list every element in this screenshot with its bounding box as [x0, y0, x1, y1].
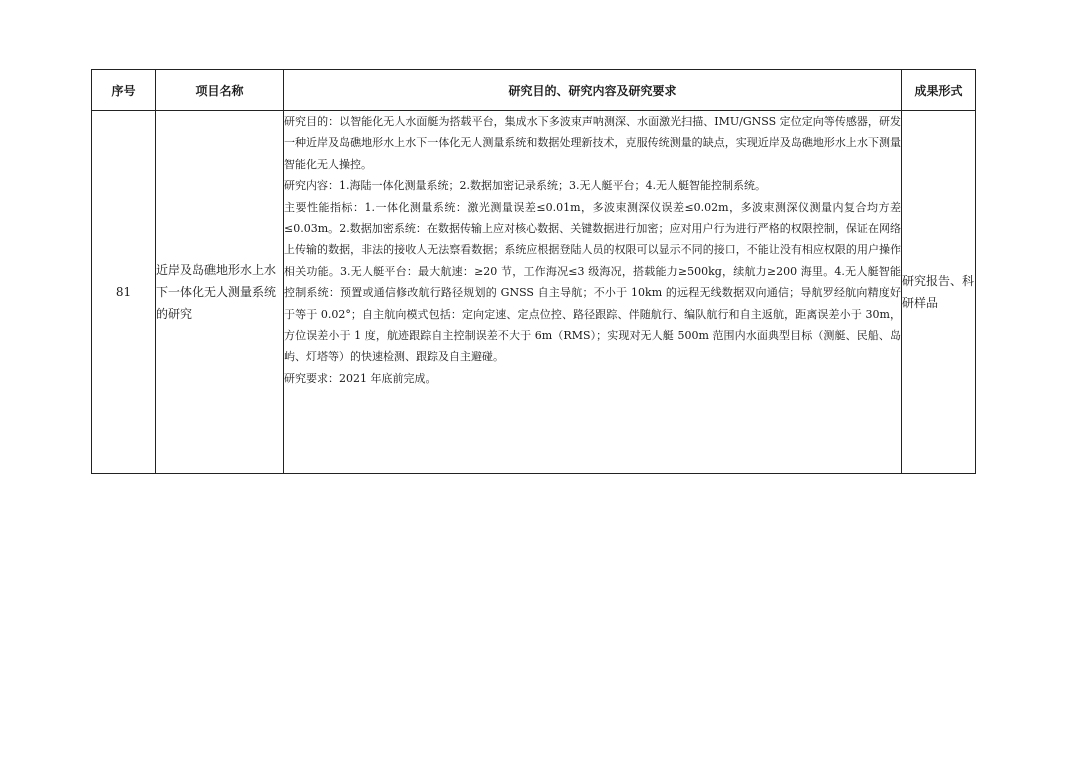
project-name-cell: 近岸及岛礁地形水上水下一体化无人测量系统的研究	[156, 111, 284, 474]
header-research-content: 研究目的、研究内容及研究要求	[284, 70, 902, 111]
project-table	[91, 69, 976, 474]
deliverable-form-cell: 研究报告、科研样品	[902, 111, 976, 474]
table-body	[92, 111, 976, 474]
performance-indicators-paragraph: 主要性能指标：1.一体化测量系统：激光测量误差≤0.01m，多波束测深仪误差≤0.02m，多波束测深仪测量内复合均方差≤0.03m。2.数据加密系统：在数据传输上应对核心数据、关键数据进行加密；应对用户行为进行严格的权限控制，保证在网络上传输的数据，非法的接收人无法察看数据；系统应根据登陆人员的权限可以显示不同的接口，不能让没有相应权限的用户操作相关功能。3.无人艇平台：最大航速：≥20 节，工作海况≤3 级海况，搭载能力≥500kg，续航力≥200 海里。4.无人艇智能控制系统：预置或通信修改航行路径规划的 GNSS 自主导航；不小于 10km 的远程无线数据双向通信；导航罗经航向精度好于等于 0.02°；自主航向模式包括：定向定速、定点位控、路径跟踪、伴随航行、编队航行和自主返航，距离误差小于 30m，方位误差小于 1 度，航迹跟踪自主控制误差不大于 6m（RMS）；实现对无人艇 500m 范围内水面典型目标（测艇、民船、岛屿、灯塔等）的快速检测、跟踪及自主避碰。	[284, 200, 901, 364]
table-header	[92, 70, 976, 111]
table-row	[92, 111, 976, 474]
header-serial-number: 序号	[92, 70, 156, 111]
research-scope-paragraph: 研究内容：1.海陆一体化测量系统；2.数据加密记录系统；3.无人艇平台；4.无人艇智能控制系统。	[284, 179, 766, 193]
research-purpose-paragraph: 研究目的：以智能化无人水面艇为搭载平台，集成水下多波束声呐测深、水面激光扫描、IMU/GNSS 定位定向等传感器，研发一种近岸及岛礁地形水上水下一体化无人测量系统和数据处理新技术，克服传统测量的缺点，实现近岸及岛礁地形水上水下测量智能化无人操控。	[284, 115, 901, 171]
header-row	[92, 70, 976, 111]
research-content-cell	[284, 111, 902, 474]
header-project-name: 项目名称	[156, 70, 284, 111]
header-deliverable-form: 成果形式	[902, 70, 976, 111]
serial-number-cell: 81	[92, 111, 156, 474]
research-requirement-paragraph: 研究要求：2021 年底前完成。	[284, 371, 437, 385]
